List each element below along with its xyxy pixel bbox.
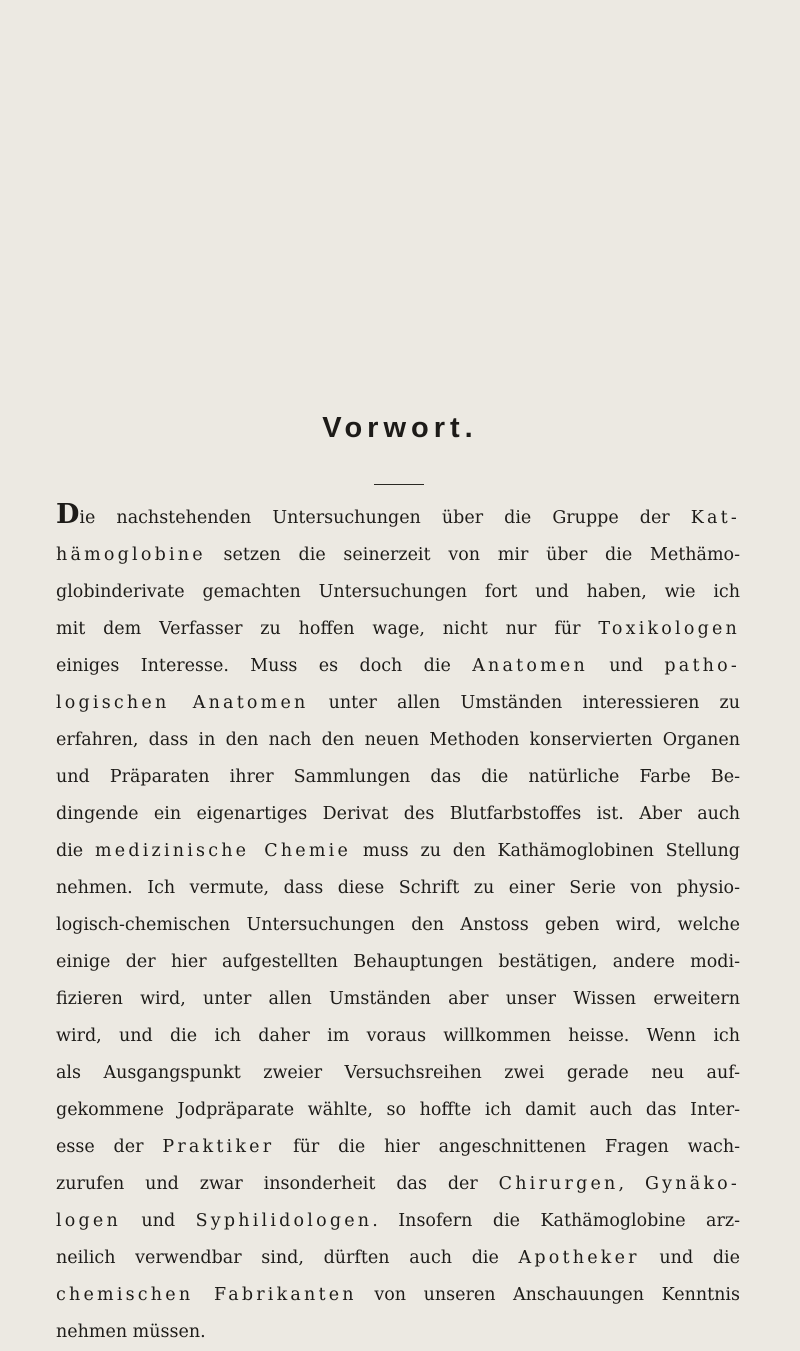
text-line bbox=[56, 685, 740, 722]
text-line bbox=[56, 722, 740, 759]
text-segment: als Ausgangspunkt zweier Versuchsreihen zwei gerade neu auf- bbox=[56, 1063, 740, 1083]
text-segment: für die hier angeschnittenen Fragen wach- bbox=[274, 1137, 741, 1157]
text-line bbox=[56, 611, 740, 648]
emphasized-term: medizinische Chemie bbox=[94, 841, 352, 861]
text-line bbox=[56, 833, 740, 870]
text-line bbox=[56, 759, 740, 796]
text-line bbox=[56, 1240, 740, 1277]
emphasized-term: logischen Anatomen bbox=[56, 693, 309, 713]
text-line bbox=[56, 574, 740, 611]
emphasized-term: Apotheker bbox=[518, 1248, 640, 1268]
text-line bbox=[56, 648, 740, 685]
text-segment: von unseren Anschauungen Kenntnis bbox=[356, 1285, 740, 1305]
text-segment: und die bbox=[639, 1248, 740, 1268]
text-line bbox=[56, 1018, 740, 1055]
text-segment: und bbox=[120, 1211, 196, 1231]
text-line bbox=[56, 796, 740, 833]
text-line bbox=[56, 1055, 740, 1092]
text-line bbox=[56, 907, 740, 944]
emphasized-term: chemischen Fabrikanten bbox=[56, 1285, 357, 1305]
initial-letter: D bbox=[56, 499, 80, 530]
text-segment: die bbox=[56, 841, 95, 861]
preface-text bbox=[56, 500, 740, 1351]
text-segment: erfahren, dass in den nach den neuen Methoden konservierten Organen bbox=[56, 730, 740, 750]
text-segment: mit dem Verfasser zu hoffen wage, nicht nur für bbox=[56, 619, 599, 639]
text-segment: nehmen müssen. bbox=[56, 1322, 206, 1342]
text-segment: ie nachstehenden Untersuchungen über die Gruppe der bbox=[79, 508, 691, 528]
text-line bbox=[56, 537, 740, 574]
text-segment: , bbox=[618, 1174, 645, 1194]
text-line bbox=[56, 1129, 740, 1166]
emphasized-term: Toxikologen bbox=[598, 619, 740, 639]
text-segment: zurufen und zwar insonderheit das der bbox=[56, 1174, 499, 1194]
text-segment: dingende ein eigenartiges Derivat des Blutfarbstoffes ist. Aber auch bbox=[56, 804, 740, 824]
text-segment: und bbox=[587, 656, 665, 676]
text-segment: logisch-chemischen Untersuchungen den Anstoss geben wird, welche bbox=[56, 915, 740, 935]
text-segment: esse der bbox=[56, 1137, 163, 1157]
emphasized-term: Praktiker bbox=[162, 1137, 275, 1157]
text-line bbox=[56, 500, 740, 537]
title-divider bbox=[374, 484, 424, 485]
emphasized-term: Gynäko- bbox=[644, 1174, 740, 1194]
text-segment: gekommene Jodpräparate wählte, so hoffte ich damit auch das Inter- bbox=[56, 1100, 740, 1120]
text-segment: . Insofern die Kathämoglobine arz- bbox=[372, 1211, 740, 1231]
text-segment: wird, und die ich daher im voraus willkommen heisse. Wenn ich bbox=[56, 1026, 740, 1046]
emphasized-term: logen bbox=[56, 1211, 121, 1231]
text-segment: und Präparaten ihrer Sammlungen das die natürliche Farbe Be- bbox=[56, 767, 740, 787]
text-segment: unter allen Umständen interessieren zu bbox=[308, 693, 740, 713]
text-line bbox=[56, 944, 740, 981]
text-line bbox=[56, 1277, 740, 1314]
text-line bbox=[56, 981, 740, 1018]
text-segment: globinderivate gemachten Untersuchungen fort und haben, wie ich bbox=[56, 582, 740, 602]
emphasized-term: patho- bbox=[664, 656, 740, 676]
text-segment: muss zu den Kathämoglobinen Stellung bbox=[351, 841, 740, 861]
emphasized-term: Syphilidologen bbox=[195, 1211, 373, 1231]
text-line bbox=[56, 1314, 740, 1351]
page-title: Vorwort. bbox=[322, 412, 478, 444]
emphasized-term: Kat- bbox=[690, 508, 740, 528]
text-segment: setzen die seinerzeit von mir über die Methämo- bbox=[205, 545, 740, 565]
text-line bbox=[56, 1092, 740, 1129]
text-segment: neilich verwendbar sind, dürften auch die bbox=[56, 1248, 519, 1268]
emphasized-term: Chirurgen bbox=[498, 1174, 619, 1194]
text-segment: nehmen. Ich vermute, dass diese Schrift zu einer Serie von physio- bbox=[56, 878, 740, 898]
text-line bbox=[56, 1203, 740, 1240]
emphasized-term: hämoglobine bbox=[56, 545, 206, 565]
text-segment: fizieren wird, unter allen Umständen aber unser Wissen erweitern bbox=[56, 989, 740, 1009]
text-line bbox=[56, 1166, 740, 1203]
text-line bbox=[56, 870, 740, 907]
emphasized-term: Anatomen bbox=[472, 656, 588, 676]
text-segment: einige der hier aufgestellten Behauptungen bestätigen, andere modi- bbox=[56, 952, 740, 972]
text-segment: einiges Interesse. Muss es doch die bbox=[56, 656, 473, 676]
